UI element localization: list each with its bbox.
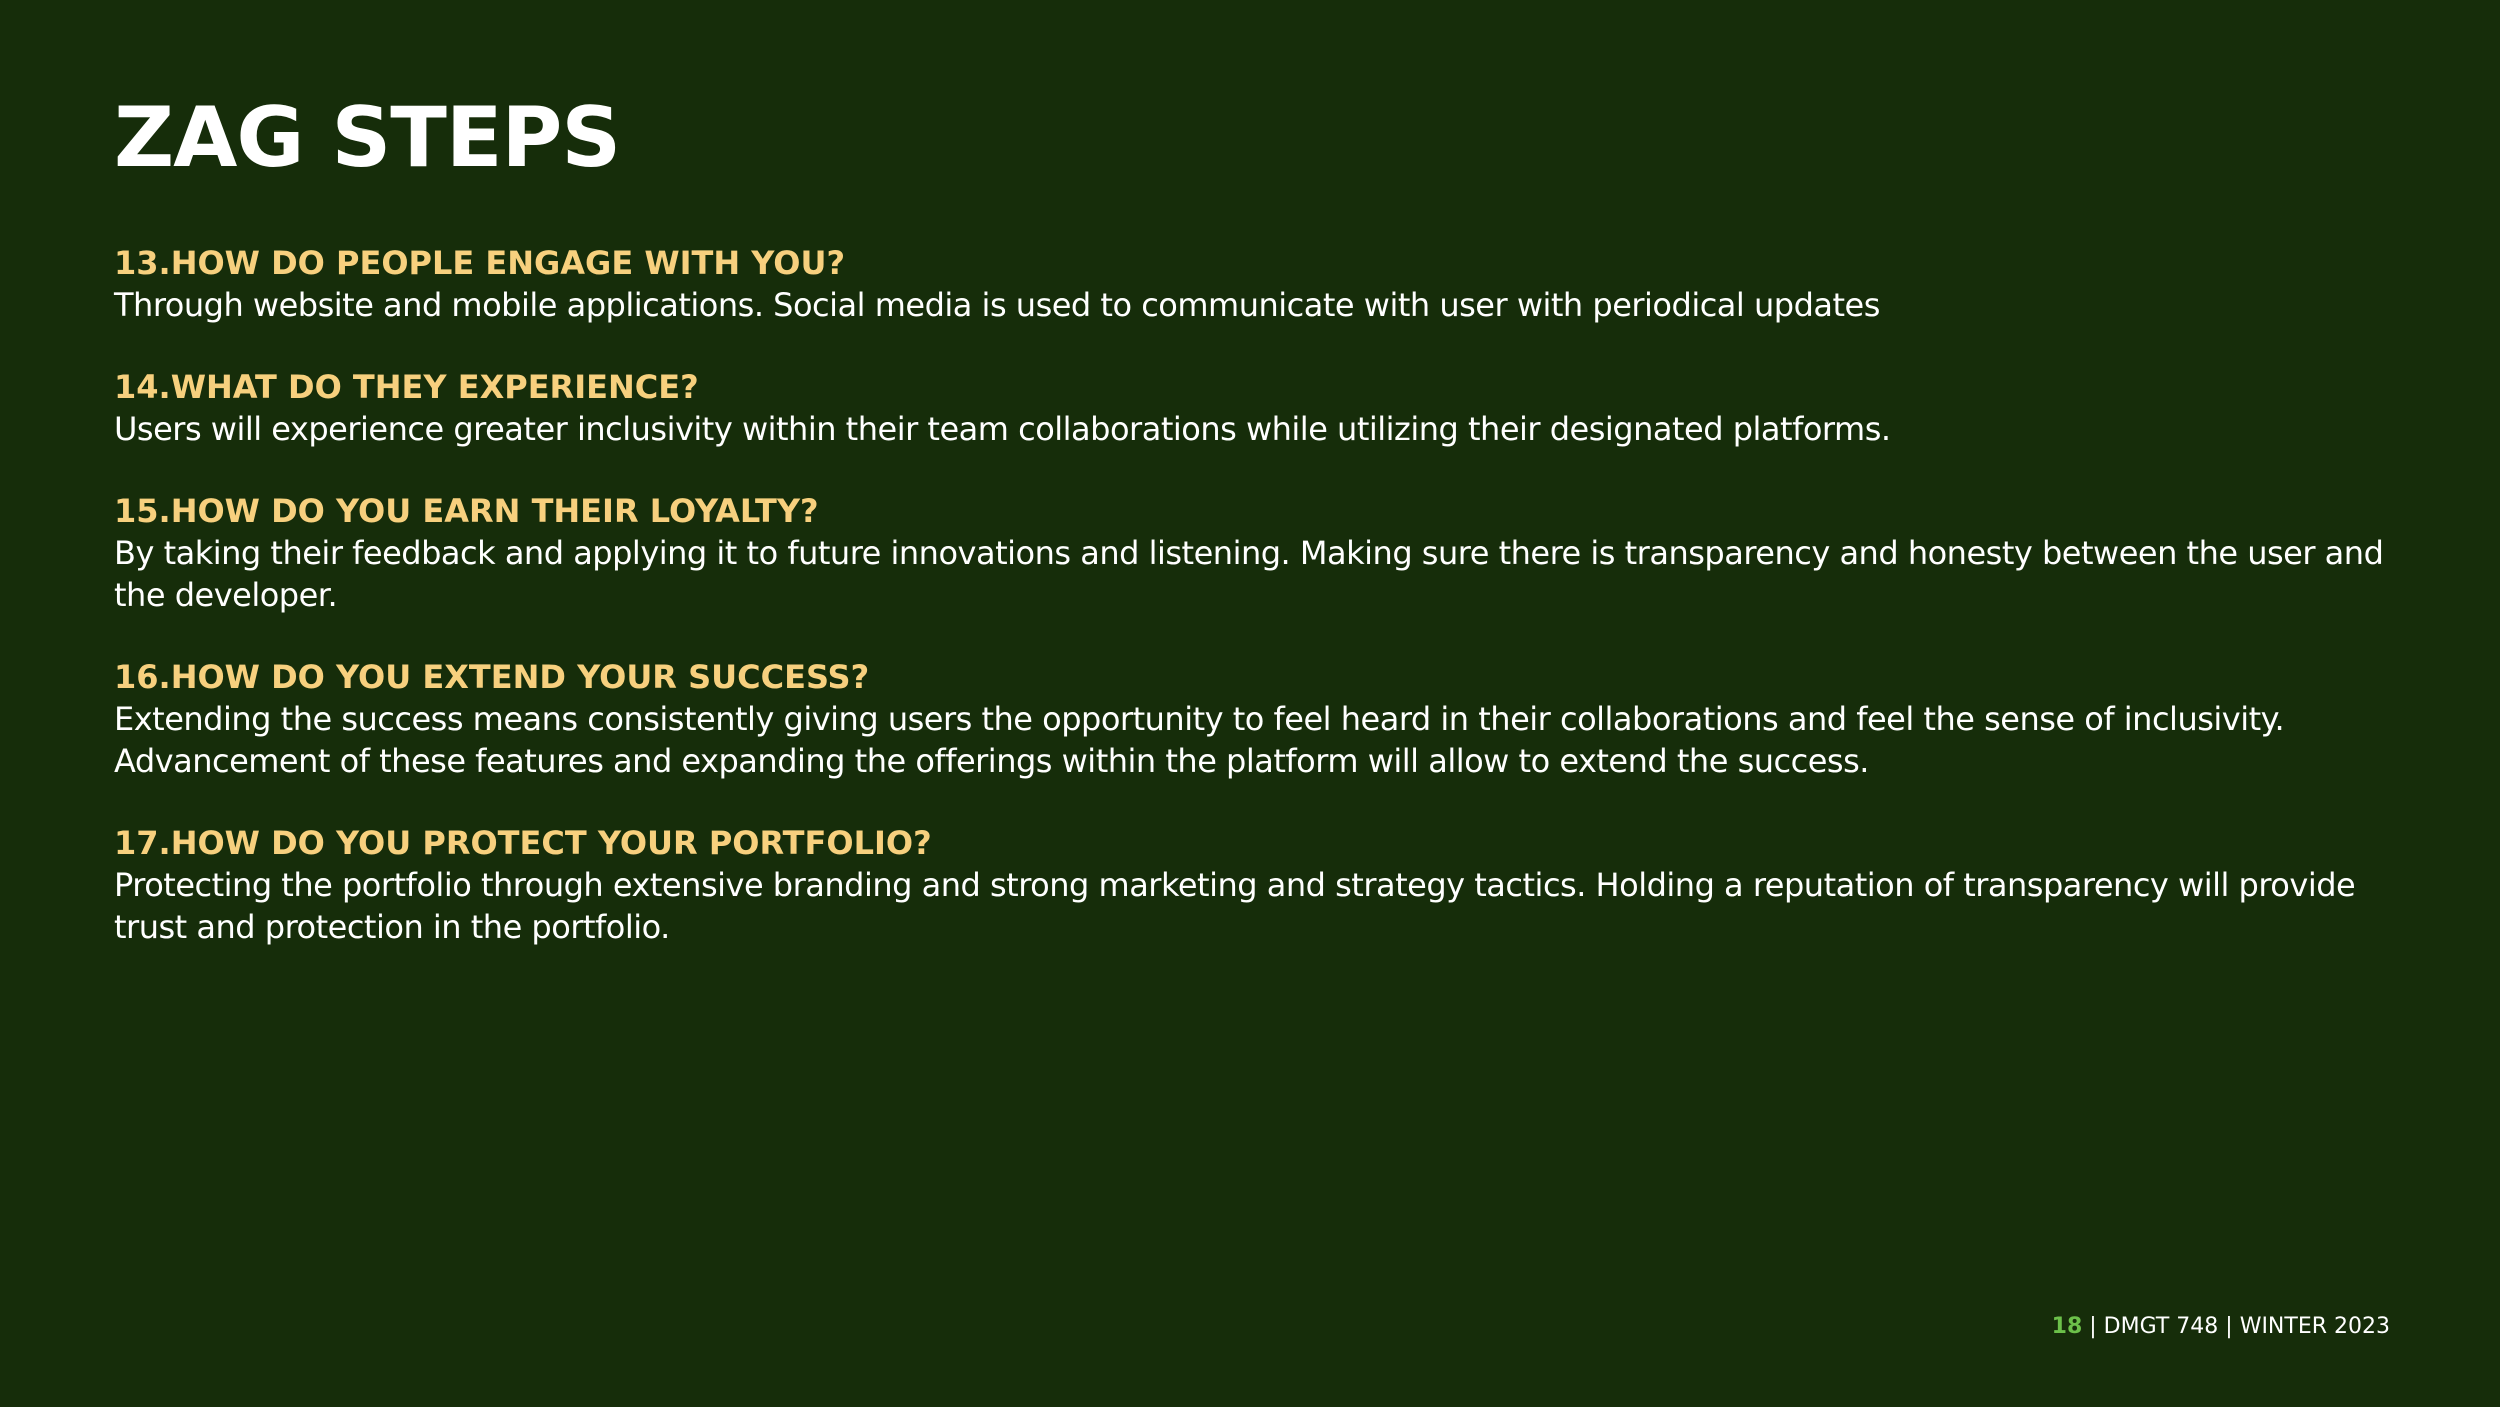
question-17: 17.HOW DO YOU PROTECT YOUR PORTFOLIO? [114, 824, 932, 862]
question-13: 13.HOW DO PEOPLE ENGAGE WITH YOU? [114, 244, 846, 282]
footer-separator-1: | [2082, 1314, 2104, 1339]
course-code: DMGT 748 [2103, 1314, 2219, 1339]
slide-title: ZAG STEPS [114, 89, 621, 186]
footer-separator-2: | [2218, 1314, 2240, 1339]
answer-15: By taking their feedback and applying it to future innovations and listening. Making sure there is transparency and honesty between the user and the developer. [114, 534, 2384, 614]
question-14: 14.WHAT DO THEY EXPERIENCE? [114, 368, 699, 406]
qa-item-16 [114, 656, 2414, 782]
question-15: 15.HOW DO YOU EARN THEIR LOYALTY? [114, 492, 819, 530]
qa-item-15 [114, 490, 2414, 616]
qa-list [114, 242, 2414, 988]
qa-item-14 [114, 366, 2414, 450]
term-label: WINTER 2023 [2239, 1314, 2390, 1339]
question-16: 16.HOW DO YOU EXTEND YOUR SUCCESS? [114, 658, 870, 696]
qa-item-17 [114, 822, 2414, 948]
answer-17: Protecting the portfolio through extensive branding and strong marketing and strategy tactics. Holding a reputation of transparency will provide trust and protection in the portfolio. [114, 866, 2356, 946]
qa-item-13 [114, 242, 2414, 326]
answer-14: Users will experience greater inclusivity within their team collaborations while utilizing their designated platforms. [114, 410, 1891, 448]
slide-footer [2052, 1312, 2390, 1342]
answer-13: Through website and mobile applications. Social media is used to communicate with user with periodical updates [114, 286, 1880, 324]
answer-16: Extending the success means consistently giving users the opportunity to feel heard in their collaborations and feel the sense of inclusivity. Advancement of these features and expanding the offerings within the platform will allow to extend the success. [114, 700, 2285, 780]
page-number: 18 [2051, 1314, 2083, 1339]
